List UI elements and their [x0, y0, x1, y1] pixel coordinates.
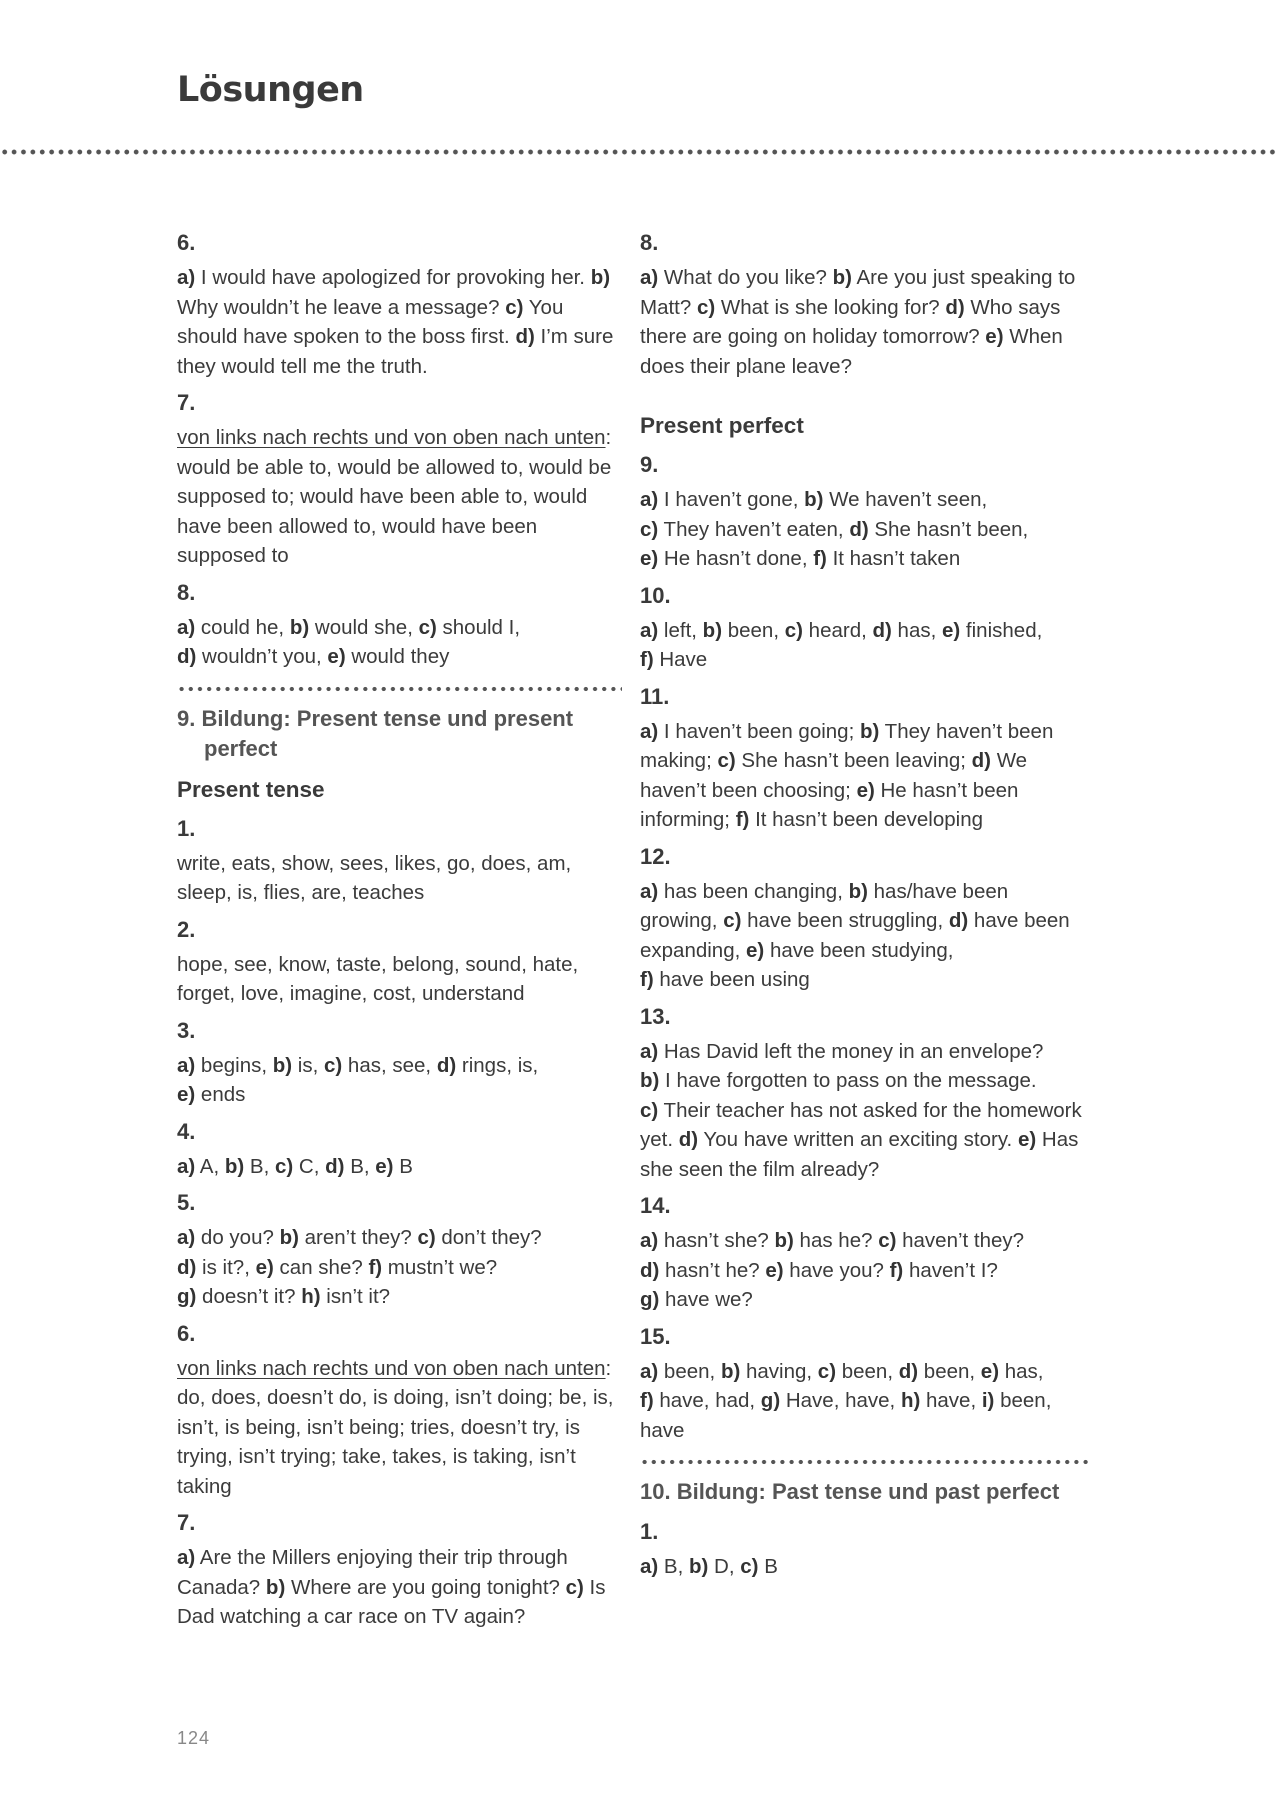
- answer-text: Where are you going tonight?: [285, 1575, 566, 1599]
- exercise-7: [177, 1510, 622, 1632]
- item-label: a): [640, 488, 659, 511]
- item-label: b): [689, 1555, 709, 1578]
- exercise-10: [640, 583, 1090, 675]
- answer-text: Their teacher has not asked for the homework yet.: [640, 1098, 1082, 1151]
- answer-text: hasn’t she?: [658, 1229, 775, 1252]
- chapter-heading: 10. Bildung: Past tense und past perfect: [640, 1479, 1060, 1504]
- answer-text: D,: [708, 1555, 741, 1578]
- item-label: b): [640, 1069, 660, 1092]
- answer-text: Are you just speaking to Matt?: [640, 266, 1076, 319]
- header-dotted-divider: [0, 149, 1276, 155]
- exercise-8: [177, 580, 622, 672]
- exercise-1: [177, 816, 622, 908]
- exercise-number: 3.: [177, 1017, 196, 1043]
- item-label: b): [289, 615, 310, 639]
- item-label: g): [177, 1285, 197, 1308]
- exercise-answer: [177, 263, 622, 381]
- item-label: c): [696, 295, 716, 319]
- exercise-answer: [640, 263, 1090, 381]
- exercise-1: [640, 1519, 1090, 1582]
- answer-text: has,: [999, 1359, 1044, 1383]
- item-label: c): [717, 749, 736, 772]
- exercise-number: 6.: [177, 1320, 196, 1346]
- item-label: f): [368, 1255, 383, 1279]
- item-label: e): [765, 1258, 784, 1282]
- answer-text: has/have been growing,: [640, 879, 1009, 932]
- item-label: a): [640, 1359, 659, 1383]
- item-label: h): [900, 1389, 921, 1412]
- answer-text: do you?: [195, 1226, 280, 1249]
- answer-text: doesn’t it?: [196, 1285, 302, 1308]
- instruction-underlined: von links nach rechts und von oben nach unten: [177, 426, 606, 449]
- item-label: b): [720, 1359, 741, 1383]
- answer-text: C,: [293, 1154, 326, 1178]
- exercise-number: 7.: [177, 390, 196, 415]
- answer-text: has, see,: [342, 1053, 437, 1077]
- item-label: c): [740, 1555, 759, 1578]
- exercise-3: [177, 1018, 622, 1110]
- answer-text: has,: [891, 618, 942, 642]
- item-label: a): [640, 1039, 659, 1063]
- section-dotted-divider: [640, 1459, 1090, 1465]
- answer-text: B,: [344, 1154, 376, 1178]
- answer-text: I’m sure they would tell me the truth.: [177, 325, 614, 378]
- item-label: f): [735, 808, 750, 831]
- item-label: f): [640, 648, 654, 671]
- answer-text: What is she looking for?: [715, 295, 946, 319]
- item-label: c): [417, 1226, 436, 1249]
- item-label: a): [177, 1226, 196, 1249]
- exercise-14: [640, 1193, 1090, 1315]
- exercise-answer: [640, 1552, 1090, 1582]
- answer-text: Have: [653, 648, 708, 671]
- answer-text: isn’t it?: [320, 1285, 391, 1308]
- answer-text: Is Dad watching a car race on TV again?: [177, 1575, 606, 1628]
- answer-text: can she?: [273, 1255, 369, 1279]
- item-label: e): [985, 325, 1004, 348]
- exercise-7: [177, 390, 622, 571]
- exercise-11: [640, 684, 1090, 835]
- item-label: c): [505, 295, 524, 319]
- answer-text: have been studying,: [764, 938, 954, 962]
- answer-text: begins,: [195, 1053, 273, 1077]
- exercise-2: [177, 917, 622, 1009]
- item-label: a): [640, 266, 659, 289]
- answer-text: have,: [920, 1389, 982, 1412]
- item-label: h): [301, 1285, 321, 1308]
- item-label: a): [640, 1229, 659, 1252]
- answer-text: would they: [345, 645, 450, 668]
- answer-text: B: [393, 1154, 413, 1178]
- item-label: d): [971, 749, 991, 772]
- item-label: a): [177, 266, 196, 289]
- answer-text: been,: [722, 618, 785, 642]
- answer-text: aren’t they?: [298, 1226, 418, 1249]
- item-label: a): [640, 1555, 659, 1578]
- answer-text: Has she seen the film already?: [640, 1128, 1079, 1181]
- exercise-5: [177, 1190, 622, 1312]
- answer-text: hope, see, know, taste, belong, sound, hate, forget, love, imagine, cost, understand: [177, 952, 579, 1005]
- answer-text: They haven’t been making;: [640, 719, 1054, 772]
- answer-text: I haven’t gone,: [658, 488, 805, 511]
- answer-text: She hasn’t been leaving;: [735, 749, 972, 772]
- exercise-number: 8.: [177, 579, 196, 605]
- exercise-13: [640, 1004, 1090, 1185]
- answer-text: You have written an exciting story.: [698, 1128, 1018, 1151]
- item-label: a): [177, 1154, 196, 1178]
- item-label: c): [640, 1098, 659, 1122]
- answer-text: been, have: [640, 1389, 1052, 1442]
- item-label: d): [325, 1154, 345, 1178]
- exercise-6: [177, 230, 622, 381]
- item-label: c): [784, 618, 803, 642]
- section-dotted-divider: [177, 686, 622, 692]
- answer-text: Who says there are going on holiday tomorrow?: [640, 295, 1061, 348]
- exercise-answer: [640, 717, 1090, 835]
- exercise-number: 5.: [177, 1190, 196, 1215]
- exercise-number: 6.: [177, 230, 196, 255]
- answer-text: been,: [836, 1359, 899, 1383]
- item-label: a): [177, 1546, 196, 1569]
- answer-text: write, eats, show, sees, likes, go, does, am, sleep, is, flies, are, teaches: [177, 851, 572, 904]
- exercise-answer: [640, 877, 1090, 995]
- left-column: [177, 230, 622, 1641]
- answer-text: When does their plane leave?: [640, 325, 1063, 378]
- item-label: c): [878, 1229, 897, 1252]
- answer-text: He hasn’t done,: [658, 547, 814, 570]
- item-label: i): [981, 1389, 995, 1412]
- exercise-answer: [177, 423, 622, 571]
- exercise-15: [640, 1324, 1090, 1446]
- item-label: e): [746, 938, 765, 962]
- item-label: f): [889, 1258, 904, 1282]
- item-label: b): [804, 488, 824, 511]
- exercise-answer: [640, 1357, 1090, 1446]
- exercise-number: 2.: [177, 916, 196, 942]
- answer-text: have you?: [783, 1258, 890, 1282]
- answer-text: You should have spoken to the boss first.: [177, 295, 564, 348]
- item-label: b): [279, 1226, 299, 1249]
- answer-text: should I,: [436, 615, 521, 639]
- exercise-answer: [640, 1226, 1090, 1315]
- item-label: e): [980, 1359, 1000, 1383]
- item-label: b): [702, 618, 723, 642]
- answer-text: She hasn’t been,: [868, 517, 1029, 541]
- item-label: c): [723, 909, 742, 932]
- item-label: e): [255, 1255, 274, 1279]
- item-label: d): [515, 325, 535, 348]
- item-label: e): [942, 618, 961, 642]
- item-label: d): [177, 645, 197, 668]
- answer-text: is,: [292, 1053, 324, 1077]
- answer-text: would she,: [309, 615, 419, 639]
- answer-text: Have, have,: [780, 1389, 901, 1412]
- answer-text: heard,: [802, 618, 873, 642]
- answer-text: I would have apologized for provoking her.: [195, 266, 591, 289]
- answer-text: ends: [195, 1083, 246, 1106]
- answer-text: has been changing,: [658, 879, 849, 903]
- item-label: d): [872, 618, 892, 642]
- page-title: Lösungen: [177, 70, 364, 110]
- item-label: e): [375, 1154, 394, 1178]
- item-label: b): [774, 1229, 794, 1252]
- exercise-number: 1.: [640, 1519, 659, 1544]
- item-label: e): [1017, 1128, 1037, 1151]
- answer-text: could he,: [195, 615, 290, 639]
- answer-text: haven’t they?: [896, 1229, 1025, 1252]
- exercise-answer: [177, 1152, 622, 1182]
- answer-text: Are the Millers enjoying their trip through Canada?: [177, 1546, 568, 1599]
- answer-text: have we?: [659, 1288, 753, 1311]
- exercise-number: 10.: [640, 582, 671, 608]
- answer-text: B,: [658, 1555, 689, 1578]
- item-label: c): [418, 615, 437, 639]
- exercise-number: 9.: [640, 452, 659, 477]
- item-label: d): [898, 1359, 919, 1383]
- exercise-answer: [177, 1051, 622, 1110]
- exercise-answer: [177, 1543, 622, 1632]
- item-label: f): [640, 1389, 654, 1412]
- answer-text: having,: [740, 1359, 818, 1383]
- answer-text: been,: [658, 1359, 721, 1383]
- item-label: b): [265, 1575, 286, 1599]
- item-label: f): [640, 968, 654, 991]
- item-label: a): [640, 618, 659, 642]
- answer-text: wouldn’t you,: [196, 645, 328, 668]
- item-label: d): [948, 909, 969, 932]
- exercise-answer: [640, 1037, 1090, 1185]
- exercise-answer: [640, 616, 1090, 675]
- exercise-4: [177, 1119, 622, 1182]
- item-label: c): [275, 1154, 294, 1178]
- answer-text: A,: [195, 1154, 225, 1178]
- answer-text: : do, does, doesn’t do, is doing, isn’t doing; be, is, isn’t, is being, isn’t being; tries, doesn’t try, is trying, isn’t trying; take, takes, is taking, isn’t taking: [177, 1356, 614, 1498]
- exercise-number: 13.: [640, 1003, 671, 1029]
- answer-text: been,: [918, 1359, 981, 1383]
- item-label: e): [856, 778, 875, 802]
- exercise-6: [177, 1321, 622, 1502]
- exercise-9: [640, 452, 1090, 574]
- item-label: g): [760, 1389, 781, 1412]
- item-label: c): [640, 517, 659, 541]
- item-label: b): [590, 266, 611, 289]
- exercise-8: [640, 230, 1090, 381]
- answer-text: It hasn’t been developing: [749, 808, 984, 831]
- item-label: d): [945, 295, 965, 319]
- chapter-heading: 9. Bildung: Present tense und present perfect: [177, 705, 574, 761]
- answer-text: finished,: [960, 618, 1043, 642]
- item-label: b): [848, 879, 868, 903]
- right-column: [640, 230, 1090, 1591]
- item-label: c): [324, 1053, 343, 1077]
- answer-text: They haven’t eaten,: [658, 517, 850, 541]
- exercise-answer: [177, 1223, 622, 1312]
- answer-text: is it?,: [196, 1255, 256, 1279]
- item-label: b): [224, 1154, 245, 1178]
- answer-text: haven’t I?: [903, 1258, 998, 1282]
- page-number: 124: [177, 1728, 211, 1748]
- item-label: g): [640, 1288, 660, 1311]
- answer-text: rings, is,: [456, 1053, 539, 1077]
- answer-text: I haven’t been going;: [658, 719, 860, 743]
- answer-text: has he?: [793, 1229, 879, 1252]
- item-label: d): [849, 517, 869, 541]
- item-label: a): [640, 879, 659, 903]
- answer-text: have been using: [653, 968, 810, 991]
- item-label: b): [859, 719, 880, 743]
- item-label: d): [436, 1053, 457, 1077]
- exercise-number: 7.: [177, 1510, 196, 1535]
- section-heading: Present tense: [177, 776, 325, 802]
- item-label: b): [272, 1053, 293, 1077]
- answer-text: mustn’t we?: [382, 1255, 498, 1279]
- answer-text: left,: [658, 618, 703, 642]
- item-label: e): [327, 645, 346, 668]
- answer-text: B: [758, 1555, 778, 1578]
- exercise-answer: [177, 613, 622, 672]
- item-label: e): [177, 1083, 196, 1106]
- item-label: d): [640, 1258, 660, 1282]
- section-heading: Present perfect: [640, 413, 804, 438]
- item-label: d): [678, 1128, 699, 1151]
- item-label: f): [813, 547, 827, 570]
- item-label: a): [640, 719, 659, 743]
- answer-text: What do you like?: [658, 266, 833, 289]
- exercise-number: 12.: [640, 843, 671, 869]
- exercise-12: [640, 844, 1090, 995]
- item-label: a): [177, 615, 196, 639]
- item-label: a): [177, 1053, 196, 1077]
- answer-text: Why wouldn’t he leave a message?: [177, 295, 506, 319]
- exercise-number: 15.: [640, 1323, 671, 1349]
- item-label: c): [565, 1575, 584, 1599]
- exercise-number: 4.: [177, 1118, 196, 1144]
- item-label: c): [817, 1359, 837, 1383]
- answer-text: : would be able to, would be allowed to, would be supposed to; would have been able to, would have been allowed to, would have been supposed to: [177, 426, 612, 567]
- item-label: e): [640, 547, 659, 570]
- answer-text: have been struggling,: [741, 909, 949, 932]
- answer-text: He hasn’t been informing;: [640, 778, 1019, 831]
- exercise-number: 11.: [640, 683, 670, 709]
- exercise-number: 1.: [177, 815, 196, 841]
- answer-text: We haven’t seen,: [823, 488, 988, 511]
- answer-text: have, had,: [653, 1389, 761, 1412]
- exercise-number: 8.: [640, 230, 659, 255]
- answer-text: Has David left the money in an envelope?: [658, 1039, 1044, 1063]
- item-label: b): [832, 266, 852, 289]
- exercise-answer: [177, 1354, 622, 1502]
- exercise-number: 14.: [640, 1193, 671, 1218]
- answer-text: hasn’t he?: [659, 1258, 766, 1282]
- answer-text: It hasn’t taken: [826, 547, 961, 570]
- item-label: d): [177, 1255, 197, 1279]
- answer-text: B,: [244, 1154, 275, 1178]
- answer-text: have been expanding,: [640, 909, 1070, 962]
- answer-text: I have forgotten to pass on the message.: [659, 1069, 1037, 1092]
- exercise-answer: [640, 485, 1090, 574]
- answer-text: We haven’t been choosing;: [640, 749, 1028, 802]
- instruction-underlined: von links nach rechts und von oben nach unten: [177, 1356, 606, 1380]
- answer-text: don’t they?: [435, 1226, 542, 1249]
